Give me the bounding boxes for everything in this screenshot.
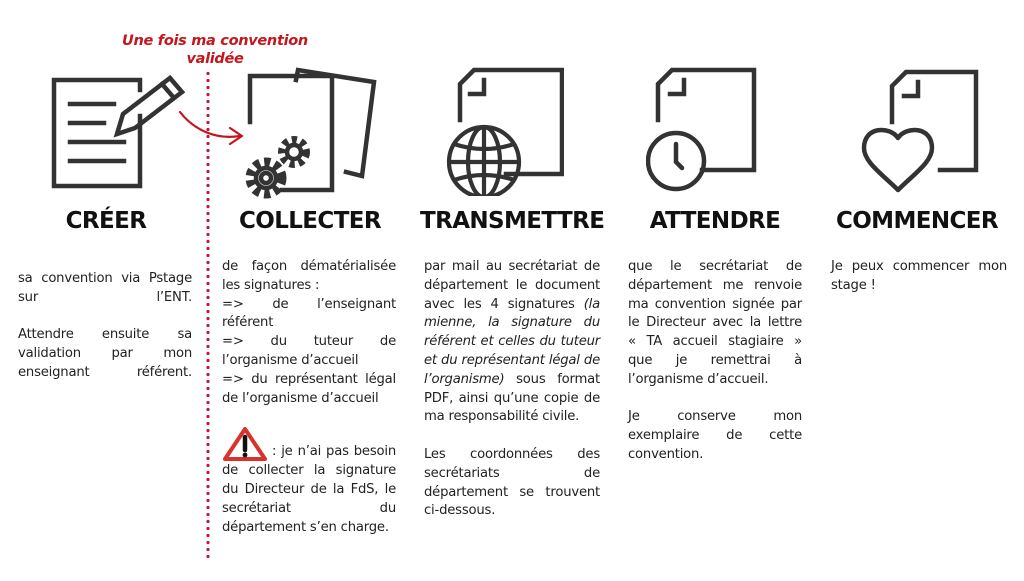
- paragraph: Les coordonnées des secrétariats de département se trouvent ci-dessous.: [424, 446, 600, 519]
- list-item: => du tuteur de l’organisme d’accueil: [222, 334, 396, 368]
- step-title-commencer: COMMENCER: [835, 208, 999, 234]
- step-title-creer: CRÉER: [65, 208, 147, 234]
- paragraph: de façon dématérialisée les signatures :: [222, 259, 396, 293]
- step-text-commencer: [831, 258, 1007, 296]
- step-text-creer: [18, 270, 192, 383]
- list-item: => de l’enseignant référent: [222, 296, 396, 331]
- document-globe-icon: [444, 66, 564, 196]
- dotted-divider: [206, 70, 210, 562]
- paragraph: Je peux commencer mon stage !: [831, 259, 1007, 293]
- paragraph: par mail au secrétariat de département le document avec les 4 signatures (la mienne, la signature du référent et celles du tuteur et du représentant légal de l’organisme) sous format PDF, ainsi qu’une copie de ma responsabilité civile.: [424, 259, 600, 425]
- step-title-transmettre: TRANSMETTRE: [420, 208, 605, 234]
- step-text-collecter: [222, 258, 396, 538]
- document-pencil-icon: [48, 74, 188, 194]
- paragraph: Attendre ensuite sa validation par mon enseignant référent.: [18, 327, 192, 380]
- paragraph: Je conserve mon exemplaire de cette convention.: [628, 409, 802, 462]
- list-item: => du représentant légal de l’organisme d’accueil: [222, 371, 396, 406]
- warning-note: : je n’ai pas besoin de collecter la signature du Directeur de la FdS, le secrétariat du département s’en charge.: [222, 430, 396, 537]
- validation-annotation: Une fois ma convention validée: [122, 33, 308, 67]
- step-text-attendre: [628, 258, 802, 465]
- documents-gears-icon: [240, 62, 380, 202]
- document-heart-icon: [858, 68, 983, 203]
- document-clock-icon: [646, 66, 766, 196]
- paragraph: que le secrétariat de département me renvoie ma convention signée par le Directeur avec la lettre « TA accueil stagiaire » que je remettrai à l’organisme d’accueil.: [628, 259, 802, 387]
- step-text-transmettre: [424, 258, 600, 521]
- warning-triangle-icon: [222, 426, 268, 462]
- paragraph: sa convention via Pstage sur l’ENT.: [18, 271, 192, 305]
- step-title-attendre: ATTENDRE: [649, 208, 781, 234]
- step-title-collecter: COLLECTER: [238, 208, 382, 234]
